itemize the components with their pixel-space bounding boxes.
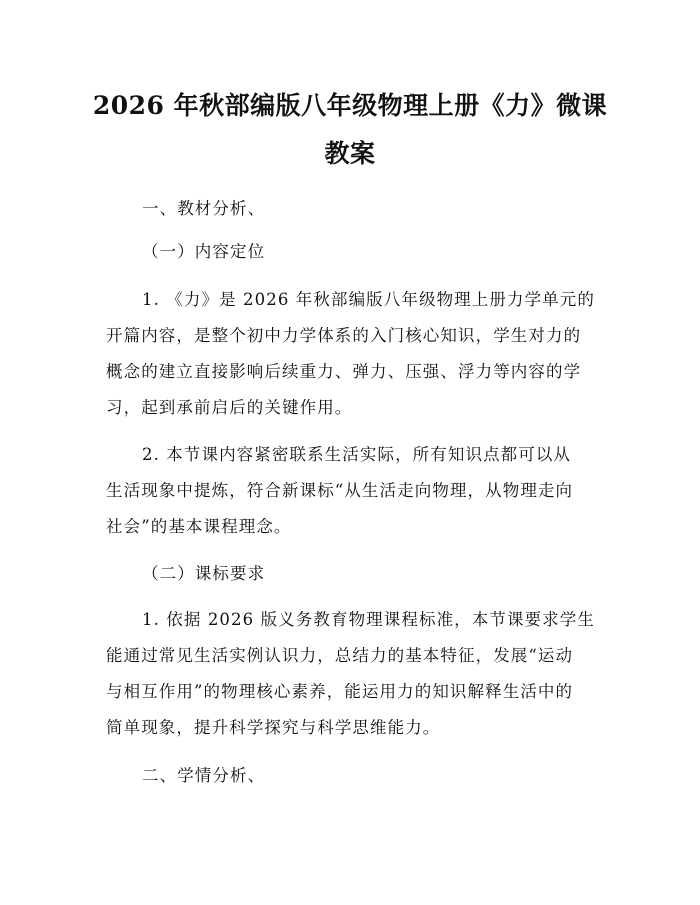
section-heading-2: 二、学情分析、 [142,766,266,785]
paragraph-3-line-3: 与相互作用”的物理核心素养，能运用力的知识解释生活中的 [106,682,574,701]
paragraph-2-line-1: 2. 本节课内容紧密联系生活实际，所有知识点都可以从 [142,445,572,464]
paragraph-1-line-4: 习，起到承前启后的关键作用。 [106,398,353,417]
document-title-line-2: 教案 [324,139,376,168]
paragraph-2-line-2: 生活现象中提炼，符合新课标“从生活走向物理，从物理走向 [106,481,574,500]
paragraph-1-line-1: 1. 《力》是 2026 年秋部编版八年级物理上册力学单元的 [142,290,595,309]
paragraph-2-line-3: 社会”的基本课程理念。 [106,517,292,536]
paragraph-1-line-2: 开篇内容，是整个初中力学体系的入门核心知识，学生对力的 [106,326,582,345]
paragraph-1-line-3: 概念的建立直接影响后续重力、弹力、压强、浮力等内容的学 [106,362,582,381]
subsection-heading-1: （一）内容定位 [142,242,266,261]
paragraph-3-line-1: 1. 依据 2026 版义务教育物理课程标准，本节课要求学生 [142,610,595,629]
paragraph-3-line-2: 能通过常见生活实例认识力，总结力的基本特征，发展“运动 [106,646,574,665]
document-title-line-1: 2026 年秋部编版八年级物理上册《力》微课 [92,91,608,120]
paragraph-3-line-4: 简单现象，提升科学探究与科学思维能力。 [106,718,441,737]
subsection-heading-2: （二）课标要求 [142,564,266,583]
section-heading-1: 一、教材分析、 [142,199,266,218]
